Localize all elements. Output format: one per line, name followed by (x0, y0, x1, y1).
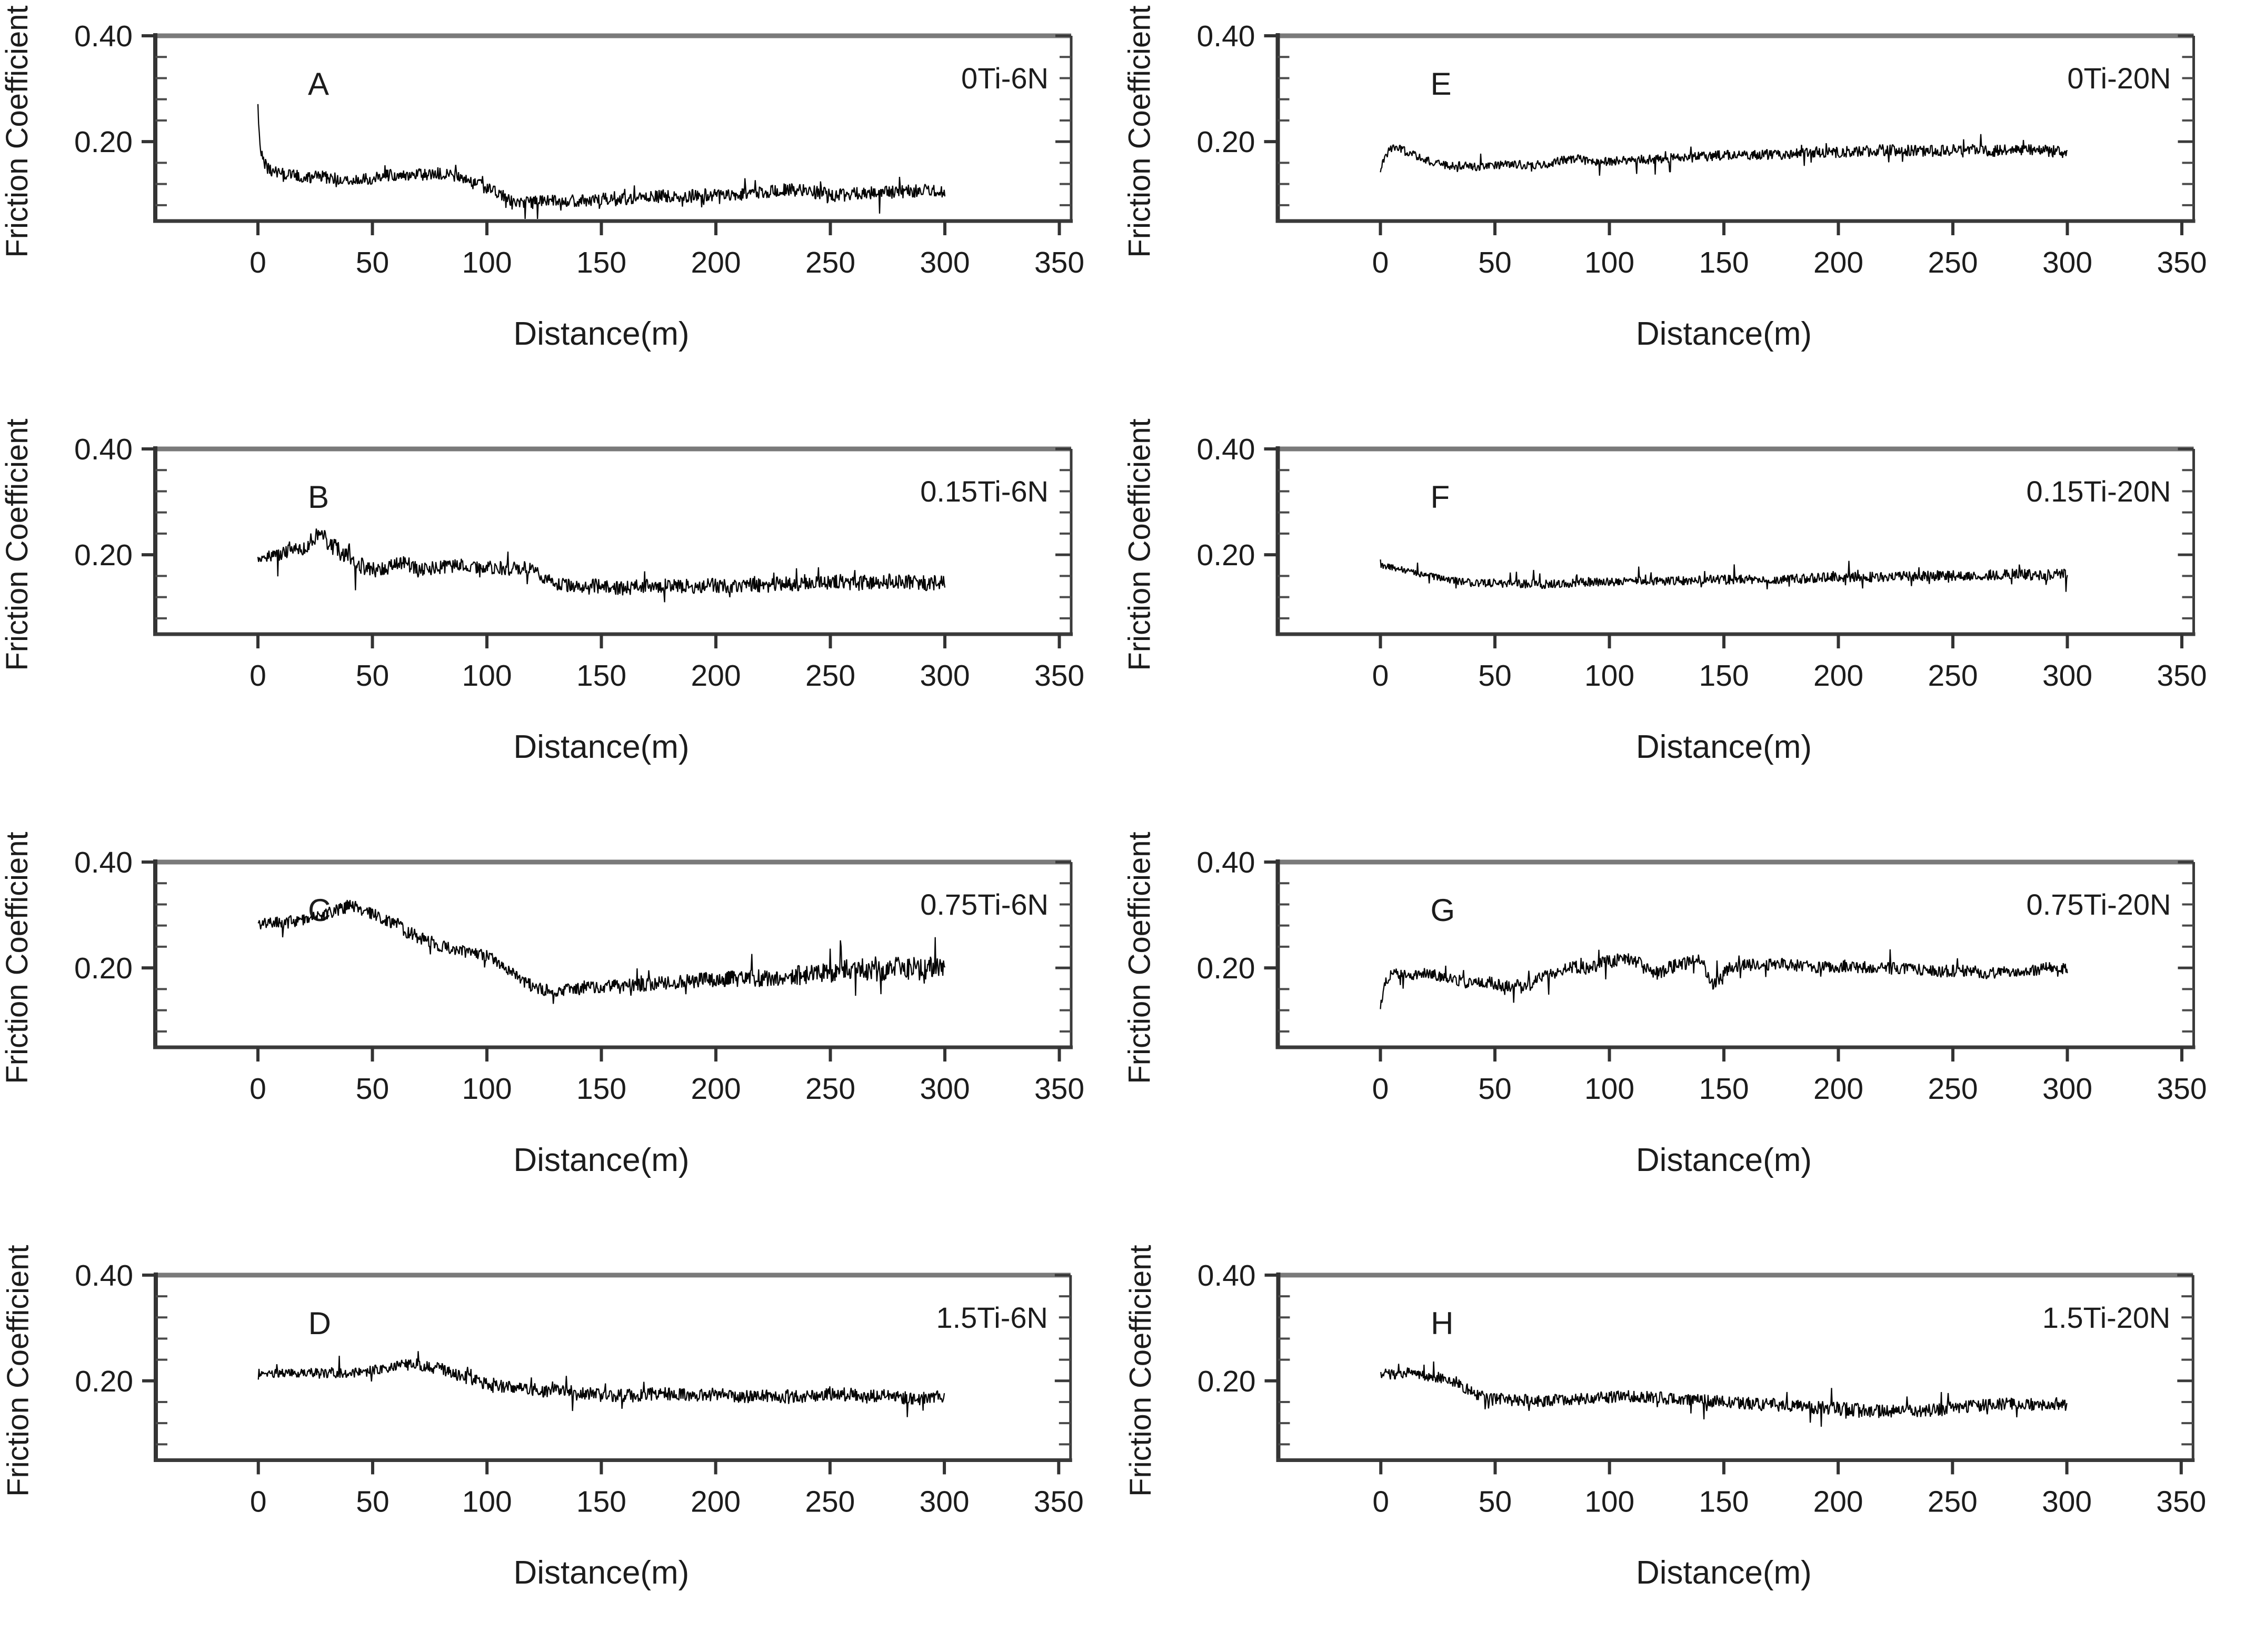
y-tick-label: 0.20 (1196, 952, 1255, 986)
x-tick-label: 200 (1813, 1072, 1864, 1106)
series-annotation: 1.5Ti-6N (936, 1300, 1048, 1334)
friction-trace (1381, 1361, 2067, 1427)
y-axis-label: Friction Coefficient (1122, 832, 1157, 1084)
x-axis-label: Distance(m) (1635, 729, 1812, 765)
y-tick-label: 0.20 (1196, 538, 1255, 573)
panel-cell (1122, 1239, 2245, 1652)
x-tick-label: 100 (1584, 659, 1635, 693)
x-tick-label: 350 (1034, 246, 1085, 279)
y-tick-label: 0.40 (1197, 1258, 1256, 1293)
x-tick-label: 200 (1813, 659, 1864, 693)
y-tick-label: 0.40 (1196, 19, 1255, 53)
panel-B-plot (0, 413, 1122, 826)
x-tick-label: 350 (2157, 659, 2207, 693)
x-tick-label: 300 (2042, 1072, 2093, 1106)
x-tick-label: 200 (691, 1485, 741, 1519)
y-tick-label: 0.40 (1196, 846, 1255, 879)
x-axis-label: Distance(m) (513, 1555, 690, 1591)
x-tick-label: 0 (1372, 1485, 1390, 1519)
y-tick-label: 0.40 (74, 846, 133, 879)
x-tick-label: 250 (805, 1485, 855, 1519)
panel-C-plot (0, 826, 1122, 1239)
series-annotation: 0Ti-20N (2067, 62, 2171, 95)
x-axis-label: Distance(m) (1636, 1555, 1812, 1591)
panel-letter: E (1430, 66, 1452, 102)
x-tick-label: 150 (576, 246, 627, 279)
friction-trace (1381, 949, 2068, 1009)
y-tick-label: 0.20 (74, 952, 133, 986)
friction-trace (258, 900, 945, 1004)
x-tick-label: 300 (920, 246, 970, 279)
series-annotation: 0Ti-6N (961, 62, 1049, 95)
x-tick-label: 300 (919, 1485, 970, 1519)
x-tick-label: 150 (576, 659, 627, 693)
panel-letter: D (308, 1305, 331, 1341)
panel-cell (1122, 826, 2245, 1239)
y-tick-label: 0.20 (74, 538, 133, 573)
x-tick-label: 250 (805, 659, 856, 693)
panel-F-plot (1122, 413, 2245, 826)
friction-trace (258, 1351, 944, 1417)
x-tick-label: 0 (250, 246, 266, 279)
x-tick-label: 0 (1372, 1072, 1389, 1106)
x-tick-label: 300 (920, 659, 970, 693)
panel-letter: F (1430, 479, 1450, 515)
x-tick-label: 50 (1478, 659, 1512, 693)
x-tick-label: 300 (2042, 246, 2093, 279)
x-tick-label: 0 (250, 1072, 266, 1106)
x-tick-label: 0 (1372, 246, 1389, 279)
x-axis-label: Distance(m) (513, 316, 690, 352)
x-tick-label: 50 (355, 659, 390, 693)
panel-letter: C (308, 893, 331, 928)
x-tick-label: 50 (356, 1485, 390, 1519)
x-tick-label: 300 (920, 1072, 970, 1106)
y-tick-label: 0.20 (74, 125, 133, 159)
series-annotation: 0.15Ti-20N (2026, 475, 2171, 508)
x-tick-label: 50 (355, 246, 390, 279)
x-axis-label: Distance(m) (1635, 316, 1812, 352)
series-annotation: 0.75Ti-20N (2026, 888, 2171, 921)
friction-trace (258, 104, 945, 219)
x-tick-label: 350 (1034, 1072, 1085, 1106)
panel-H-plot (1122, 1239, 2245, 1652)
x-tick-label: 100 (462, 1485, 512, 1519)
x-tick-label: 350 (1034, 659, 1085, 693)
x-tick-label: 300 (2042, 1485, 2092, 1519)
series-annotation: 0.75Ti-6N (920, 888, 1049, 921)
panel-cell (0, 0, 1122, 413)
friction-trace (1381, 559, 2068, 592)
x-tick-label: 200 (1813, 246, 1864, 279)
x-tick-label: 200 (691, 659, 741, 693)
x-tick-label: 250 (1928, 246, 1978, 279)
x-tick-label: 50 (355, 1072, 390, 1106)
panel-cell (1122, 0, 2245, 413)
x-tick-label: 100 (462, 659, 512, 693)
x-tick-label: 350 (2157, 246, 2207, 279)
x-tick-label: 100 (462, 1072, 512, 1106)
x-tick-label: 150 (576, 1072, 627, 1106)
y-axis-label: Friction Coefficient (1122, 418, 1157, 671)
x-tick-label: 250 (1927, 1485, 1978, 1519)
x-tick-label: 150 (1699, 246, 1749, 279)
series-annotation: 1.5Ti-20N (2042, 1300, 2171, 1334)
x-tick-label: 100 (1584, 1485, 1635, 1519)
y-tick-label: 0.20 (75, 1364, 134, 1398)
y-axis-label: Friction Coefficient (1123, 1245, 1158, 1497)
x-tick-label: 100 (1584, 246, 1635, 279)
y-axis-label: Friction Coefficient (1, 1245, 35, 1497)
y-axis-label: Friction Coefficient (0, 5, 34, 258)
x-tick-label: 350 (2157, 1072, 2207, 1106)
friction-trace (1381, 134, 2068, 176)
panel-E-plot (1122, 0, 2245, 413)
x-tick-label: 50 (1478, 246, 1512, 279)
x-tick-label: 250 (805, 1072, 856, 1106)
x-tick-label: 150 (576, 1485, 626, 1519)
y-tick-label: 0.20 (1196, 125, 1255, 159)
x-tick-label: 50 (1478, 1485, 1512, 1519)
y-axis-label: Friction Coefficient (0, 832, 34, 1084)
panel-A-plot (0, 0, 1122, 413)
x-tick-label: 250 (805, 246, 856, 279)
series-annotation: 0.15Ti-6N (920, 475, 1049, 508)
x-tick-label: 0 (250, 659, 266, 693)
x-tick-label: 350 (1033, 1485, 1084, 1519)
friction-trace (258, 528, 945, 602)
y-axis-label: Friction Coefficient (0, 418, 34, 671)
x-tick-label: 350 (2156, 1485, 2207, 1519)
x-tick-label: 0 (250, 1485, 267, 1519)
y-tick-label: 0.20 (1197, 1364, 1256, 1398)
x-tick-label: 300 (2042, 659, 2093, 693)
x-axis-label: Distance(m) (513, 1142, 690, 1178)
x-tick-label: 250 (1928, 659, 1978, 693)
x-tick-label: 200 (691, 1072, 741, 1106)
x-tick-label: 250 (1928, 1072, 1978, 1106)
x-axis-label: Distance(m) (513, 729, 690, 765)
panel-letter: H (1431, 1305, 1454, 1341)
panel-G-plot (1122, 826, 2245, 1239)
y-axis-label: Friction Coefficient (1122, 5, 1157, 258)
panel-letter: B (308, 479, 330, 515)
x-axis-label: Distance(m) (1635, 1142, 1812, 1178)
x-tick-label: 150 (1699, 1485, 1749, 1519)
x-tick-label: 200 (691, 246, 741, 279)
panel-letter: A (308, 66, 330, 102)
panel-cell (0, 826, 1122, 1239)
y-tick-label: 0.40 (74, 19, 133, 53)
x-tick-label: 100 (462, 246, 512, 279)
x-tick-label: 150 (1699, 1072, 1749, 1106)
x-tick-label: 50 (1478, 1072, 1512, 1106)
x-tick-label: 100 (1584, 1072, 1635, 1106)
y-tick-label: 0.40 (75, 1258, 134, 1293)
y-tick-label: 0.40 (1196, 433, 1255, 466)
panel-cell (1122, 413, 2245, 826)
panel-letter: G (1430, 893, 1455, 928)
panel-cell (0, 1239, 1122, 1652)
panel-cell (0, 413, 1122, 826)
x-tick-label: 150 (1699, 659, 1749, 693)
y-tick-label: 0.40 (74, 433, 133, 466)
x-tick-label: 0 (1372, 659, 1389, 693)
x-tick-label: 200 (1813, 1485, 1863, 1519)
panel-D-plot (0, 1239, 1122, 1652)
